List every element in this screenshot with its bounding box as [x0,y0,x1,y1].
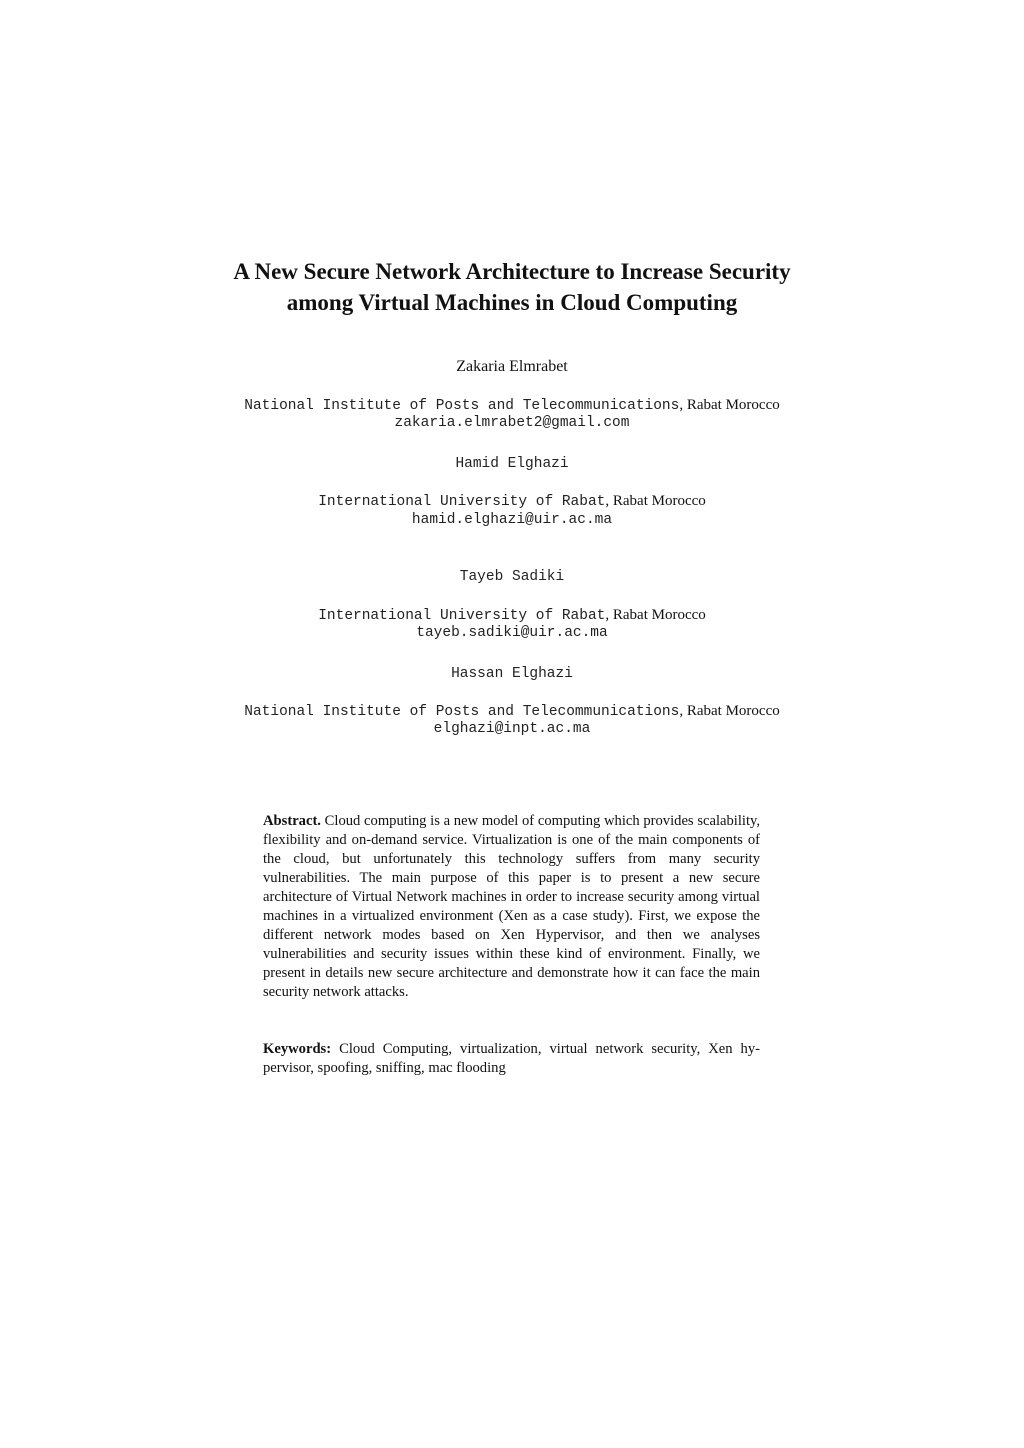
author-name-4: Hassan Elghazi [451,666,573,682]
author-email-4: elghazi@inpt.ac.ma [433,721,591,737]
author-affiliation-3 [0,606,1024,624]
author-institution-3: International University of Rabat [318,608,606,624]
keywords [263,1040,760,1078]
author-name-1: Zakaria Elmrabet [456,358,568,375]
author-name-3: Tayeb Sadiki [459,569,565,585]
author-name-2: Hamid Elghazi [455,456,569,472]
author-email-3: tayeb.sadiki@uir.ac.ma [416,625,608,641]
author-institution-1: National Institute of Posts and Telecommunications [244,398,680,414]
abstract [263,812,760,1002]
author-location-3: , Rabat Morocco [605,607,706,623]
author-institution-4: National Institute of Posts and Telecommunications [244,704,680,720]
author-affiliation-2 [0,492,1024,510]
keywords-text: Cloud Computing, virtualization, virtual network security, Xen hypervisor, spoofing, sniffing, mac flooding [263,1041,760,1076]
keywords-label: Keywords: [263,1041,332,1057]
abstract-label: Abstract. [263,813,321,829]
paper-title-line-2: among Virtual Machines in Cloud Computing [286,290,738,315]
author-location-4: , Rabat Morocco [679,703,780,719]
author-affiliation-4 [0,702,1024,720]
author-email-1: zakaria.elmrabet2@gmail.com [394,415,630,431]
author-email-2: hamid.elghazi@uir.ac.ma [411,512,613,528]
paper-title-line-1: A New Secure Network Architecture to Increase Security [233,259,791,284]
paper-title [150,256,874,318]
abstract-text: Cloud computing is a new model of computing which provides scalability, flexibility and on-demand service. Virtualization is one of the main components of the cloud, but unfortunately this technology suffers from many security vulnerabilities. The main purpose of this paper is to present a new secure architecture of Virtual Network machines in order to increase security among virtual machines in a virtualized environment (Xen as a case study). First, we expose the different network modes based on Xen Hypervisor, and then we analyses vulnerabilities and security issues within these kind of environment. Finally, we present in details new secure architecture and demonstrate how it can face the main security network attacks. [263,813,760,1000]
author-location-1: , Rabat Morocco [679,397,780,413]
author-location-2: , Rabat Morocco [605,493,706,509]
author-affiliation-1 [0,396,1024,414]
author-institution-2: International University of Rabat [318,494,606,510]
